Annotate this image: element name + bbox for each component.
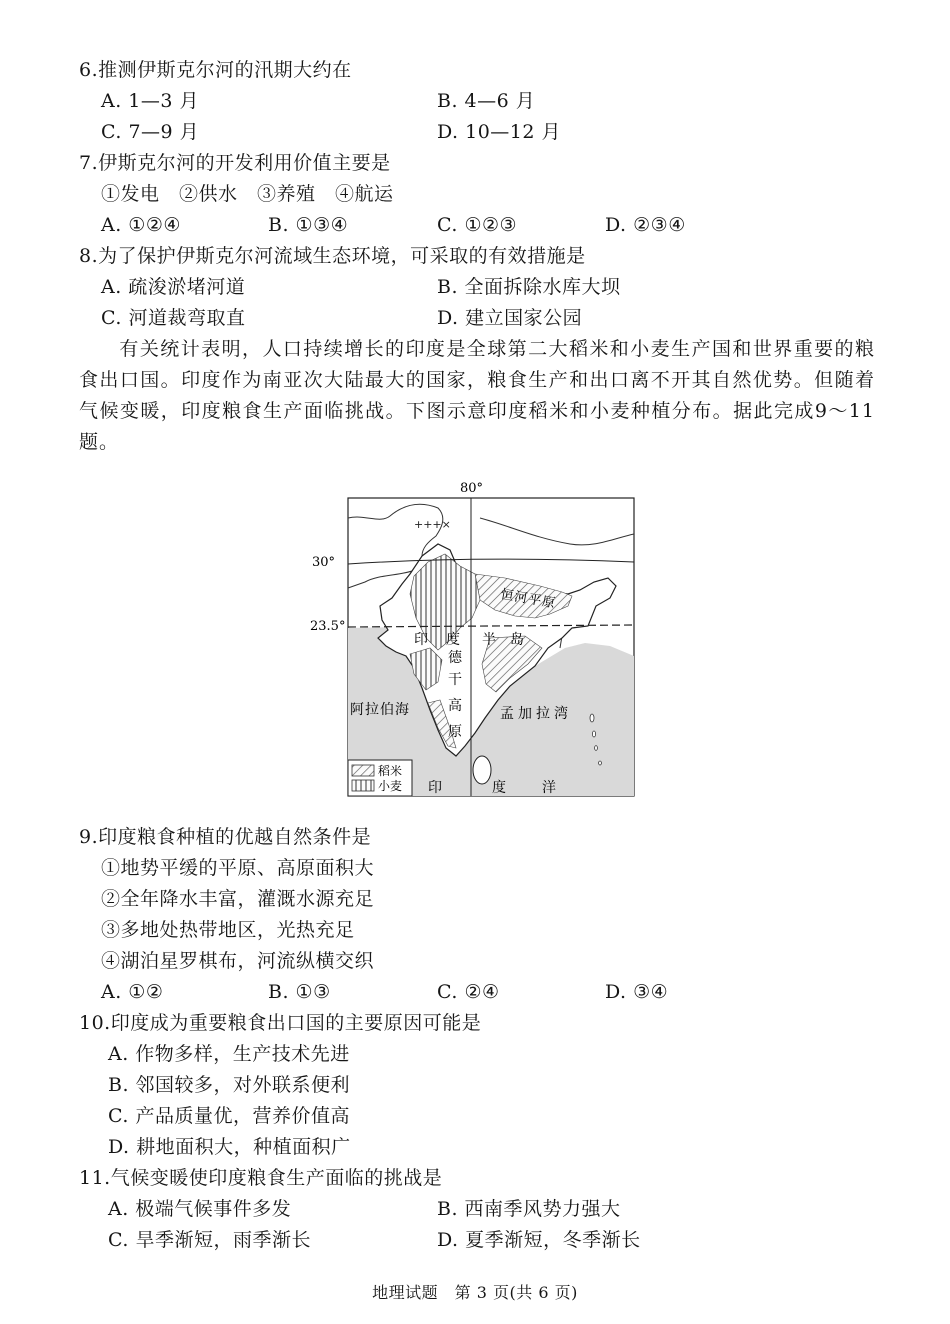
- legend-wheat-label: 小麦: [378, 779, 403, 793]
- kashmir-border-marks: +++×: [414, 518, 451, 531]
- reading-passage: [79, 334, 875, 458]
- label-peninsula-1: 印: [414, 632, 428, 648]
- label-ocean-3: 洋: [542, 780, 556, 796]
- label-deccan-2: 干: [448, 672, 462, 688]
- q7-option-a: A. ①②④: [101, 214, 181, 236]
- q7-option-c: C. ①②③: [437, 214, 518, 236]
- q7-items: ①发电 ②供水 ③养殖 ④航运: [101, 183, 394, 205]
- q9-option-b: B. ①③: [268, 981, 331, 1003]
- q7-stem: 7.伊斯克尔河的开发利用价值主要是: [79, 152, 391, 174]
- q9-option-a: A. ①②: [101, 981, 164, 1003]
- q10-option-a: A. 作物多样，生产技术先进: [108, 1043, 350, 1065]
- q8-option-d: D. 建立国家公园: [437, 307, 583, 329]
- passage-text: 有关统计表明，人口持续增长的印度是全球第二大稻米和小麦生产国和世界重要的粮食出口国。印度作为南亚次大陆最大的国家，粮食生产和出口离不开其自然优势。但随着气候变暖，印度粮食生产面临挑战。下图示意印度稻米和小麦种植分布。据此完成9～11题。: [79, 338, 875, 453]
- q8-option-b: B. 全面拆除水库大坝: [437, 276, 621, 298]
- page-footer: 地理试题 第 3 页(共 6 页): [372, 1283, 578, 1302]
- q6-option-c: C. 7—9 月: [101, 121, 200, 143]
- q8-option-c: C. 河道裁弯取直: [101, 307, 246, 329]
- q11-stem: 11.气候变暖使印度粮食生产面临的挑战是: [79, 1167, 443, 1189]
- label-30-degree: 30°: [312, 555, 336, 570]
- q9-item-1: ①地势平缓的平原、高原面积大: [101, 857, 375, 879]
- label-ocean-1: 印: [428, 780, 442, 796]
- label-peninsula-4: 岛: [510, 632, 524, 648]
- label-23-5-degree: 23.5°: [310, 619, 346, 634]
- label-peninsula-3: 半: [482, 632, 496, 648]
- q9-stem: 9.印度粮食种植的优越自然条件是: [79, 826, 372, 848]
- q10-option-b: B. 邻国较多，对外联系便利: [108, 1074, 351, 1096]
- label-80-degree: 80°: [460, 481, 484, 496]
- q9-item-3: ③多地处热带地区，光热充足: [101, 919, 355, 941]
- q8-stem: 8.为了保护伊斯克尔河流域生态环境，可采取的有效措施是: [79, 245, 586, 267]
- legend-rice-label: 稻米: [378, 764, 403, 778]
- legend-rice-swatch: [352, 765, 374, 776]
- q6-option-b: B. 4—6 月: [437, 90, 536, 112]
- q10-stem: 10.印度成为重要粮食出口国的主要原因可能是: [79, 1012, 482, 1034]
- map-legend: [348, 760, 412, 796]
- q9-item-2: ②全年降水丰富，灌溉水源充足: [101, 888, 375, 910]
- q6-stem: 6.推测伊斯克尔河的汛期大约在: [79, 59, 352, 81]
- q9-option-d: D. ③④: [605, 981, 669, 1003]
- label-peninsula-2: 度: [446, 632, 460, 648]
- legend-wheat-swatch: [352, 780, 374, 791]
- label-ocean-2: 度: [492, 780, 506, 796]
- q11-option-a: A. 极端气候事件多发: [108, 1198, 292, 1220]
- q8-option-a: A. 疏浚淤堵河道: [101, 276, 246, 298]
- q9-item-4: ④湖泊星罗棋布，河流纵横交织: [101, 950, 375, 972]
- q9-option-c: C. ②④: [437, 981, 500, 1003]
- label-deccan-4: 原: [448, 724, 462, 740]
- label-ganges-plain: 恒河平原: [499, 587, 558, 612]
- label-deccan-1: 德: [448, 650, 462, 666]
- q6-option-d: D. 10—12 月: [437, 121, 562, 143]
- q11-option-b: B. 西南季风势力强大: [437, 1198, 621, 1220]
- sri-lanka: [473, 756, 491, 784]
- india-crop-map: [310, 478, 640, 803]
- q7-option-d: D. ②③④: [605, 214, 686, 236]
- label-arabian-sea: 阿拉伯海: [350, 702, 410, 718]
- q11-option-d: D. 夏季渐短，冬季渐长: [437, 1229, 641, 1251]
- q7-option-b: B. ①③④: [268, 214, 349, 236]
- q10-option-d: D. 耕地面积大，种植面积广: [108, 1136, 351, 1158]
- q10-option-c: C. 产品质量优，营养价值高: [108, 1105, 350, 1127]
- q6-option-a: A. 1—3 月: [101, 90, 200, 112]
- label-bay-of-bengal: 孟加拉湾: [500, 706, 572, 722]
- label-deccan-3: 高: [448, 698, 462, 714]
- q11-option-c: C. 旱季渐短，雨季渐长: [108, 1229, 311, 1251]
